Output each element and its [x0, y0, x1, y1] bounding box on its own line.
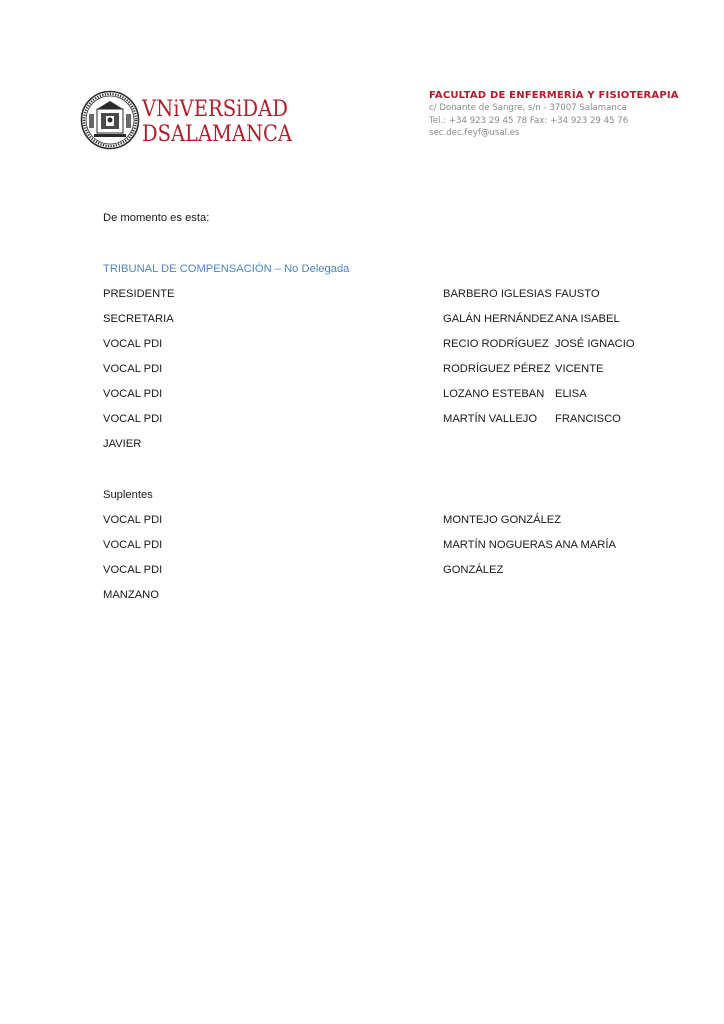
- suplente-surname: GONZÁLEZ: [443, 564, 504, 576]
- member-given-name: ELISA: [555, 388, 587, 400]
- member-given-name: FRANCISCO: [555, 413, 621, 425]
- member-given-name: JOSÉ IGNACIO: [555, 338, 635, 350]
- member-surname: RECIO RODRÍGUEZ: [443, 338, 549, 350]
- member-given-name: FAUSTO: [555, 288, 600, 300]
- intro-text: De momento es esta:: [103, 212, 210, 224]
- member-surname: RODRÍGUEZ PÉREZ: [443, 363, 551, 375]
- faculty-address: c/ Donante de Sangre, s/n - 37007 Salamanca: [429, 103, 627, 113]
- member-surname: MARTÍN VALLEJO: [443, 413, 538, 425]
- member-role: VOCAL PDI: [103, 338, 163, 350]
- member-given-name: ANA ISABEL: [555, 313, 620, 325]
- suplente-surname: MONTEJO GONZÁLEZ: [443, 514, 562, 526]
- suplentes-label: Suplentes: [103, 489, 153, 501]
- suplente-role: VOCAL PDI: [103, 514, 163, 526]
- university-logo-wordmark: [141, 92, 301, 148]
- university-seal-icon: [80, 90, 140, 150]
- member-role: PRESIDENTE: [103, 288, 175, 300]
- faculty-phone-fax: Tel.: +34 923 29 45 78 Fax: +34 923 29 45 76: [429, 115, 629, 126]
- faculty-email: sec.dec.feyf@usal.es: [429, 128, 520, 138]
- member-given-name: VICENTE: [555, 363, 604, 375]
- member-role: VOCAL PDI: [103, 413, 163, 425]
- faculty-contact-block: [429, 89, 719, 140]
- suplente-role: VOCAL PDI: [103, 539, 163, 551]
- tribunal-title: TRIBUNAL DE COMPENSACIÓN – No Delegada: [103, 263, 350, 275]
- faculty-name: FACULTAD DE ENFERMERÍA Y FISIOTERAPIA: [429, 90, 679, 101]
- svg-text:VNiVERSiDAD: VNiVERSiDAD: [141, 97, 288, 122]
- member-role: VOCAL PDI: [103, 363, 163, 375]
- member-surname: GALÁN HERNÁNDEZ: [443, 313, 554, 325]
- suplente-role: MANZANO: [103, 589, 159, 601]
- member-surname: BARBERO IGLESIAS: [443, 288, 552, 300]
- member-surname: LOZANO ESTEBAN: [443, 388, 545, 400]
- suplente-given-name: ANA MARÍA: [555, 539, 616, 551]
- member-role: SECRETARIA: [103, 313, 174, 325]
- suplente-role: VOCAL PDI: [103, 564, 163, 576]
- svg-text:DSALAMANCA: DSALAMANCA: [142, 122, 293, 147]
- suplente-surname: MARTÍN NOGUERAS: [443, 539, 553, 551]
- member-role: JAVIER: [103, 438, 142, 450]
- member-role: VOCAL PDI: [103, 388, 163, 400]
